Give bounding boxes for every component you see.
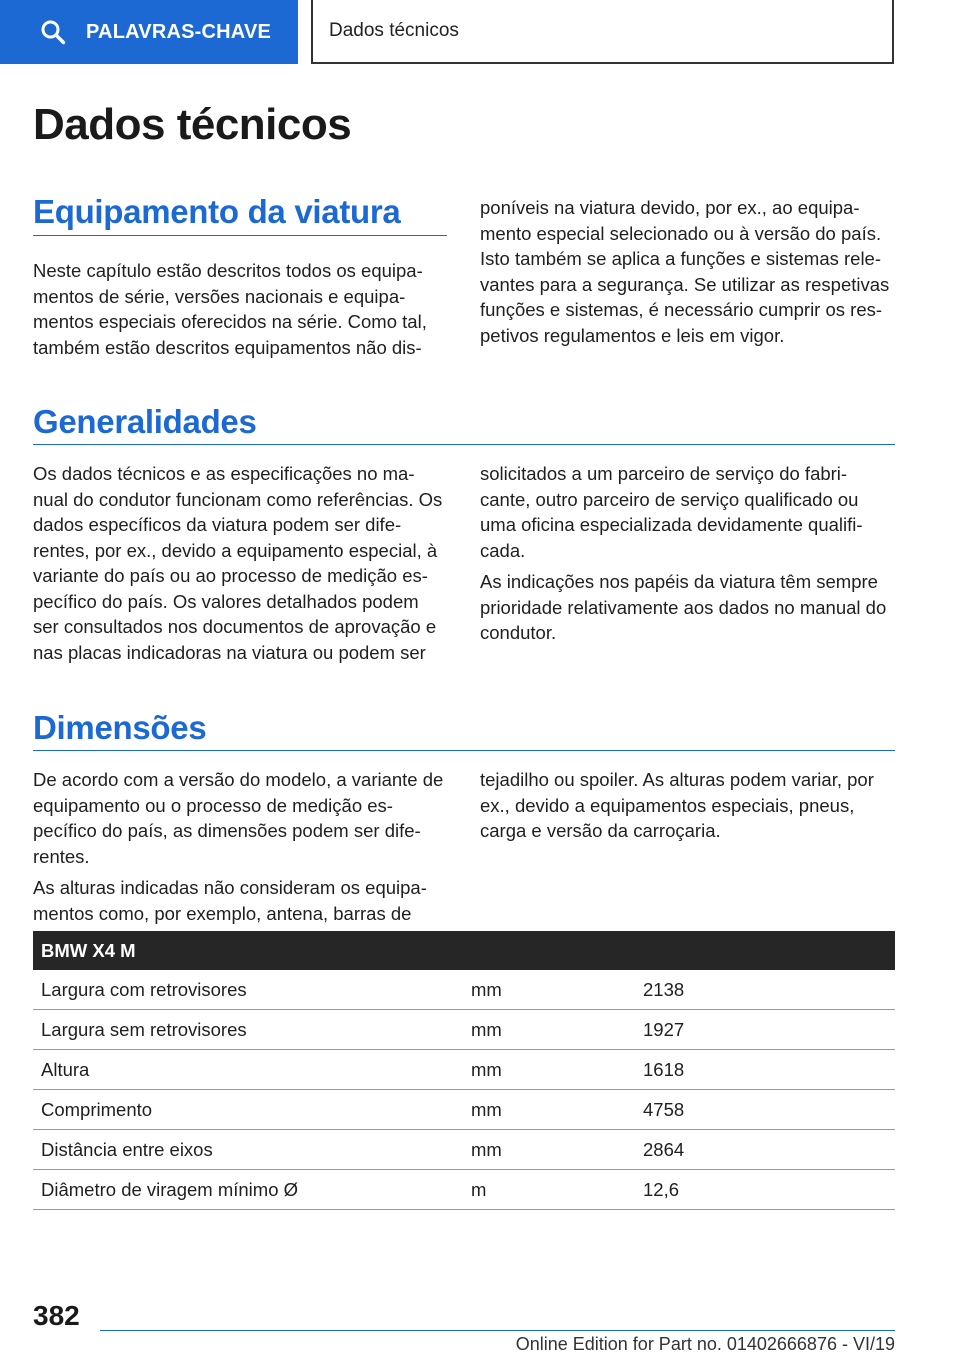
row-unit: mm [463, 1130, 635, 1170]
table-header-row [33, 931, 895, 970]
table-row [33, 1170, 895, 1210]
breadcrumb-label: Dados técnicos [329, 20, 459, 41]
section-rule-equipamento [33, 235, 447, 236]
row-value: 12,6 [635, 1170, 895, 1210]
dimensoes-text-right [480, 767, 896, 850]
row-unit: mm [463, 970, 635, 1010]
footer-rule [100, 1330, 895, 1331]
paragraph: Os dados técnicos e as especificações no ma-nual do condutor funcionam como referências. Os dados específicos da viatura podem ser dife-rentes, por ex., devido a equipamento especial, à variante do país ou ao processo de medição es-pecífico do país. Os valores detalhados podem ser consultados nos documentos de aprovação e nas placas indicadoras na viatura ou podem ser [33, 463, 443, 663]
table-title: BMW X4 M [33, 931, 895, 970]
breadcrumb[interactable] [311, 0, 894, 64]
table-row [33, 1130, 895, 1170]
table-row [33, 1090, 895, 1130]
section-rule-generalidades [33, 444, 895, 445]
section-rule-dimensoes [33, 750, 895, 751]
page-number: 382 [33, 1300, 80, 1331]
equipamento-text-left [33, 258, 447, 366]
paragraph: As indicações nos papéis da viatura têm sempre prioridade relativamente aos dados no manual do condutor. [480, 571, 887, 643]
paragraph: tejadilho ou spoiler. As alturas podem variar, por ex., devido a equipamentos especiais, pneus, carga e versão da carroçaria. [480, 769, 874, 841]
row-unit: mm [463, 1010, 635, 1050]
keywords-button[interactable] [0, 0, 298, 64]
row-label: Distância entre eixos [33, 1130, 463, 1170]
row-value: 1927 [635, 1010, 895, 1050]
keywords-button-label: PALAVRAS-CHAVE [86, 20, 272, 43]
table-row [33, 970, 895, 1010]
page-title: Dados técnicos [33, 100, 352, 149]
row-label: Largura com retrovisores [33, 970, 463, 1010]
section-heading-dimensoes: Dimensões [33, 709, 207, 746]
equipamento-text-right [480, 195, 895, 354]
row-value: 1618 [635, 1050, 895, 1090]
dimensions-table [33, 931, 895, 1210]
search-icon [40, 19, 66, 45]
row-label: Largura sem retrovisores [33, 1010, 463, 1050]
table-row [33, 1010, 895, 1050]
row-value: 2864 [635, 1130, 895, 1170]
row-unit: mm [463, 1050, 635, 1090]
edition-text: Online Edition for Part no. 01402666876 - VI/19 [515, 1334, 895, 1354]
row-label: Altura [33, 1050, 463, 1090]
section-heading-generalidades: Generalidades [33, 403, 257, 440]
row-unit: m [463, 1170, 635, 1210]
row-label: Diâmetro de viragem mínimo Ø [33, 1170, 463, 1210]
row-label: Comprimento [33, 1090, 463, 1130]
paragraph: De acordo com a versão do modelo, a variante de equipamento ou o processo de medição es-pecífico do país, as dimensões podem ser dife-rentes. [33, 769, 444, 867]
table-row [33, 1050, 895, 1090]
row-unit: mm [463, 1090, 635, 1130]
paragraph: Neste capítulo estão descritos todos os equipa-mentos de série, versões nacionais e equipa-mentos especiais oferecidos na série. Como tal, também estão descritos equipamentos não dis- [33, 260, 427, 358]
top-bar [0, 0, 960, 66]
paragraph: poníveis na viatura devido, por ex., ao equipa-mento especial selecionado ou à versão do país. Isto também se aplica a funções e sistemas rele-vantes para a segurança. Se utilizar as respetivas funções e sistemas, é necessário cumprir os res-petivos regulamentos e leis em vigor. [480, 197, 890, 346]
row-value: 4758 [635, 1090, 895, 1130]
generalidades-text-left [33, 461, 449, 671]
dimensoes-text-left [33, 767, 447, 932]
paragraph: As alturas indicadas não consideram os equipa-mentos como, por exemplo, antena, barras de [33, 877, 427, 924]
section-heading-equipamento: Equipamento da viatura [33, 193, 401, 230]
generalidades-text-right [480, 461, 896, 652]
row-value: 2138 [635, 970, 895, 1010]
paragraph: solicitados a um parceiro de serviço do fabri-cante, outro parceiro de serviço qualificado ou uma oficina especializada devidamente qualifi-cada. [480, 463, 863, 561]
